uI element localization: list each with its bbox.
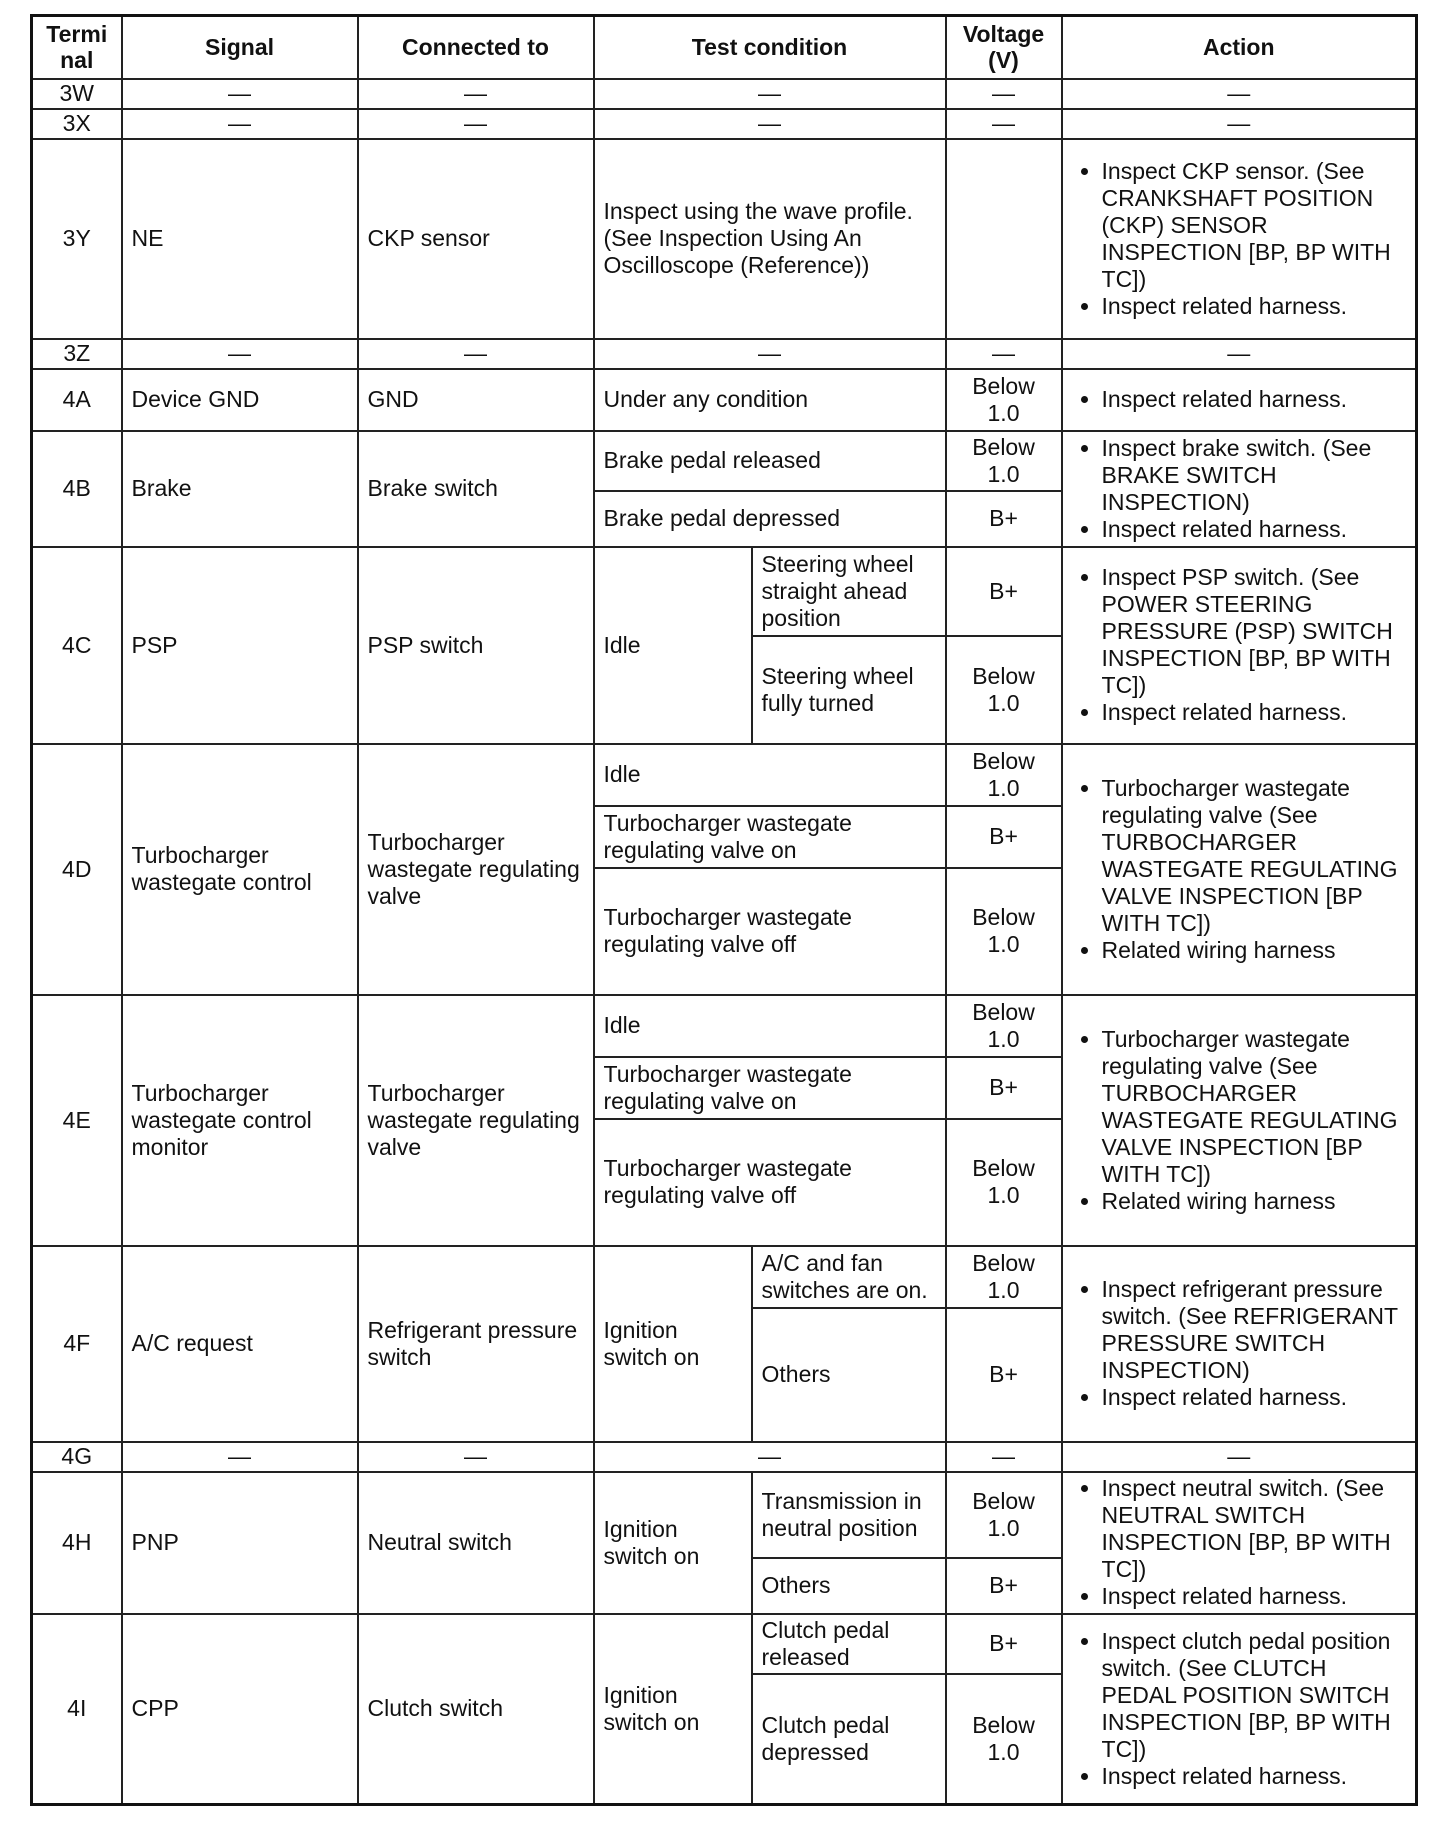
test-cell: Others	[752, 1308, 946, 1442]
voltage-cell: Below 1.0	[946, 995, 1062, 1057]
action-cell	[1062, 1614, 1417, 1805]
table-row	[32, 1442, 1417, 1472]
action-cell	[1062, 369, 1417, 431]
test-cell: Clutch pedal depressed	[752, 1674, 946, 1805]
voltage-cell: Below 1.0	[946, 868, 1062, 995]
voltage-cell: Below 1.0	[946, 744, 1062, 806]
terminal-cell: 4F	[32, 1246, 122, 1442]
voltage-cell: —	[946, 339, 1062, 369]
terminal-cell: 4I	[32, 1614, 122, 1805]
test-cell: A/C and fan switches are on.	[752, 1246, 946, 1308]
action-item: • Inspect related harness.	[1102, 386, 1407, 413]
action-item: • Inspect related harness.	[1102, 293, 1407, 320]
table-row	[32, 1246, 1417, 1308]
table-row	[32, 79, 1417, 109]
action-cell	[1062, 1472, 1417, 1614]
signal-cell: —	[122, 339, 358, 369]
voltage-cell: Below 1.0	[946, 1119, 1062, 1246]
voltage-cell: B+	[946, 806, 1062, 868]
test-cell: Brake pedal released	[594, 431, 946, 491]
voltage-cell: B+	[946, 1614, 1062, 1674]
condition-cell: Ignition switch on	[594, 1614, 752, 1805]
terminal-cell: 4A	[32, 369, 122, 431]
action-list	[1072, 1475, 1407, 1610]
action-cell: —	[1062, 109, 1417, 139]
connected-cell: —	[358, 1442, 594, 1472]
test-cell: Brake pedal depressed	[594, 491, 946, 547]
action-item: • Turbocharger wastegate regulating valve (See TURBOCHARGER WASTEGATE REGULATING VALVE INSPECTION [BP WITH TC])	[1102, 1026, 1407, 1188]
action-cell	[1062, 1246, 1417, 1442]
action-list	[1072, 1276, 1407, 1411]
test-cell: —	[594, 339, 946, 369]
connected-cell: PSP switch	[358, 547, 594, 744]
test-cell: Clutch pedal released	[752, 1614, 946, 1674]
connected-cell: Neutral switch	[358, 1472, 594, 1614]
action-item: • Inspect related harness.	[1102, 1763, 1407, 1790]
voltage-cell: Below 1.0	[946, 369, 1062, 431]
connected-cell: Turbocharger wastegate regulating valve	[358, 995, 594, 1246]
action-cell: —	[1062, 1442, 1417, 1472]
test-cell: Transmission in neutral position	[752, 1472, 946, 1558]
test-cell: Under any condition	[594, 369, 946, 431]
signal-cell: A/C request	[122, 1246, 358, 1442]
table-row	[32, 995, 1417, 1057]
test-cell: Others	[752, 1558, 946, 1614]
action-list	[1072, 1628, 1407, 1790]
action-list	[1072, 564, 1407, 726]
header-voltage: Voltage (V)	[946, 16, 1062, 79]
connected-cell: Refrigerant pressure switch	[358, 1246, 594, 1442]
test-cell: —	[594, 1442, 946, 1472]
connected-cell: GND	[358, 369, 594, 431]
voltage-cell: B+	[946, 1057, 1062, 1119]
signal-cell: CPP	[122, 1614, 358, 1805]
table-row	[32, 744, 1417, 806]
table-row	[32, 1614, 1417, 1674]
test-cell: —	[594, 79, 946, 109]
action-item: • Inspect related harness.	[1102, 516, 1407, 543]
action-item: • Inspect CKP sensor. (See CRANKSHAFT POSITION (CKP) SENSOR INSPECTION [BP, BP WITH TC])	[1102, 158, 1407, 293]
terminal-cell: 4D	[32, 744, 122, 995]
voltage-cell: B+	[946, 491, 1062, 547]
table-row	[32, 339, 1417, 369]
terminal-cell: 3Z	[32, 339, 122, 369]
table-row	[32, 369, 1417, 431]
action-item: • Related wiring harness	[1102, 937, 1407, 964]
voltage-cell: Below 1.0	[946, 1674, 1062, 1805]
action-item: • Inspect related harness.	[1102, 699, 1407, 726]
terminal-cell: 4H	[32, 1472, 122, 1614]
signal-cell: Brake	[122, 431, 358, 547]
table-row	[32, 547, 1417, 636]
action-cell	[1062, 744, 1417, 995]
action-list	[1072, 386, 1407, 413]
action-item: • Related wiring harness	[1102, 1188, 1407, 1215]
test-cell: Turbocharger wastegate regulating valve off	[594, 868, 946, 995]
test-cell: Idle	[594, 995, 946, 1057]
terminal-cell: 3Y	[32, 139, 122, 339]
voltage-cell: Below 1.0	[946, 1246, 1062, 1308]
signal-cell: PNP	[122, 1472, 358, 1614]
action-list	[1072, 435, 1407, 543]
connected-cell: Turbocharger wastegate regulating valve	[358, 744, 594, 995]
action-item: • Inspect neutral switch. (See NEUTRAL SWITCH INSPECTION [BP, BP WITH TC])	[1102, 1475, 1407, 1583]
condition-cell: Ignition switch on	[594, 1472, 752, 1614]
terminal-table-wrapper	[30, 14, 1415, 1806]
action-list	[1072, 158, 1407, 320]
header-terminal: Termi nal	[32, 16, 122, 79]
voltage-cell: —	[946, 79, 1062, 109]
action-list	[1072, 775, 1407, 964]
connected-cell: Brake switch	[358, 431, 594, 547]
header-test-condition: Test condition	[594, 16, 946, 79]
terminal-cell: 4B	[32, 431, 122, 547]
voltage-cell: —	[946, 109, 1062, 139]
test-cell: Steering wheel fully turned	[752, 636, 946, 744]
action-cell: —	[1062, 79, 1417, 109]
action-item: • Inspect clutch pedal position switch. (See CLUTCH PEDAL POSITION SWITCH INSPECTION [BP, BP WITH TC])	[1102, 1628, 1407, 1763]
terminal-cell: 3W	[32, 79, 122, 109]
condition-cell: Idle	[594, 547, 752, 744]
action-item: • Inspect related harness.	[1102, 1583, 1407, 1610]
connected-cell: CKP sensor	[358, 139, 594, 339]
signal-cell: Turbocharger wastegate control	[122, 744, 358, 995]
signal-cell: —	[122, 79, 358, 109]
connected-cell: —	[358, 339, 594, 369]
terminal-cell: 4E	[32, 995, 122, 1246]
test-cell: Idle	[594, 744, 946, 806]
test-cell: Turbocharger wastegate regulating valve on	[594, 1057, 946, 1119]
action-item: • Inspect PSP switch. (See POWER STEERING PRESSURE (PSP) SWITCH INSPECTION [BP, BP WITH TC])	[1102, 564, 1407, 699]
terminal-cell: 4C	[32, 547, 122, 744]
signal-cell: —	[122, 1442, 358, 1472]
header-row	[32, 16, 1417, 79]
connected-cell: —	[358, 109, 594, 139]
header-action: Action	[1062, 16, 1417, 79]
action-list	[1072, 1026, 1407, 1215]
action-item: • Turbocharger wastegate regulating valve (See TURBOCHARGER WASTEGATE REGULATING VALVE INSPECTION [BP WITH TC])	[1102, 775, 1407, 937]
table-row	[32, 431, 1417, 491]
voltage-cell: B+	[946, 1558, 1062, 1614]
action-cell	[1062, 995, 1417, 1246]
signal-cell: PSP	[122, 547, 358, 744]
voltage-cell: —	[946, 1442, 1062, 1472]
header-signal: Signal	[122, 16, 358, 79]
terminal-cell: 4G	[32, 1442, 122, 1472]
action-item: • Inspect related harness.	[1102, 1384, 1407, 1411]
table-row	[32, 109, 1417, 139]
test-cell: Turbocharger wastegate regulating valve off	[594, 1119, 946, 1246]
action-cell	[1062, 139, 1417, 339]
connected-cell: Clutch switch	[358, 1614, 594, 1805]
voltage-cell: B+	[946, 547, 1062, 636]
connected-cell: —	[358, 79, 594, 109]
voltage-cell	[946, 139, 1062, 339]
voltage-cell: Below 1.0	[946, 636, 1062, 744]
voltage-cell: Below 1.0	[946, 1472, 1062, 1558]
action-cell	[1062, 547, 1417, 744]
signal-cell: NE	[122, 139, 358, 339]
test-cell: —	[594, 109, 946, 139]
signal-cell: —	[122, 109, 358, 139]
table-row	[32, 139, 1417, 339]
header-connected-to: Connected to	[358, 16, 594, 79]
signal-cell: Turbocharger wastegate control monitor	[122, 995, 358, 1246]
terminal-cell: 3X	[32, 109, 122, 139]
test-cell: Inspect using the wave profile. (See Inspection Using An Oscilloscope (Reference))	[594, 139, 946, 339]
action-item: • Inspect brake switch. (See BRAKE SWITCH INSPECTION)	[1102, 435, 1407, 516]
signal-cell: Device GND	[122, 369, 358, 431]
action-cell: —	[1062, 339, 1417, 369]
voltage-cell: Below 1.0	[946, 431, 1062, 491]
test-cell: Steering wheel straight ahead position	[752, 547, 946, 636]
voltage-cell: B+	[946, 1308, 1062, 1442]
table-row	[32, 1472, 1417, 1558]
action-item: • Inspect refrigerant pressure switch. (See REFRIGERANT PRESSURE SWITCH INSPECTION)	[1102, 1276, 1407, 1384]
terminal-voltage-table	[30, 14, 1418, 1806]
condition-cell: Ignition switch on	[594, 1246, 752, 1442]
test-cell: Turbocharger wastegate regulating valve on	[594, 806, 946, 868]
action-cell	[1062, 431, 1417, 547]
